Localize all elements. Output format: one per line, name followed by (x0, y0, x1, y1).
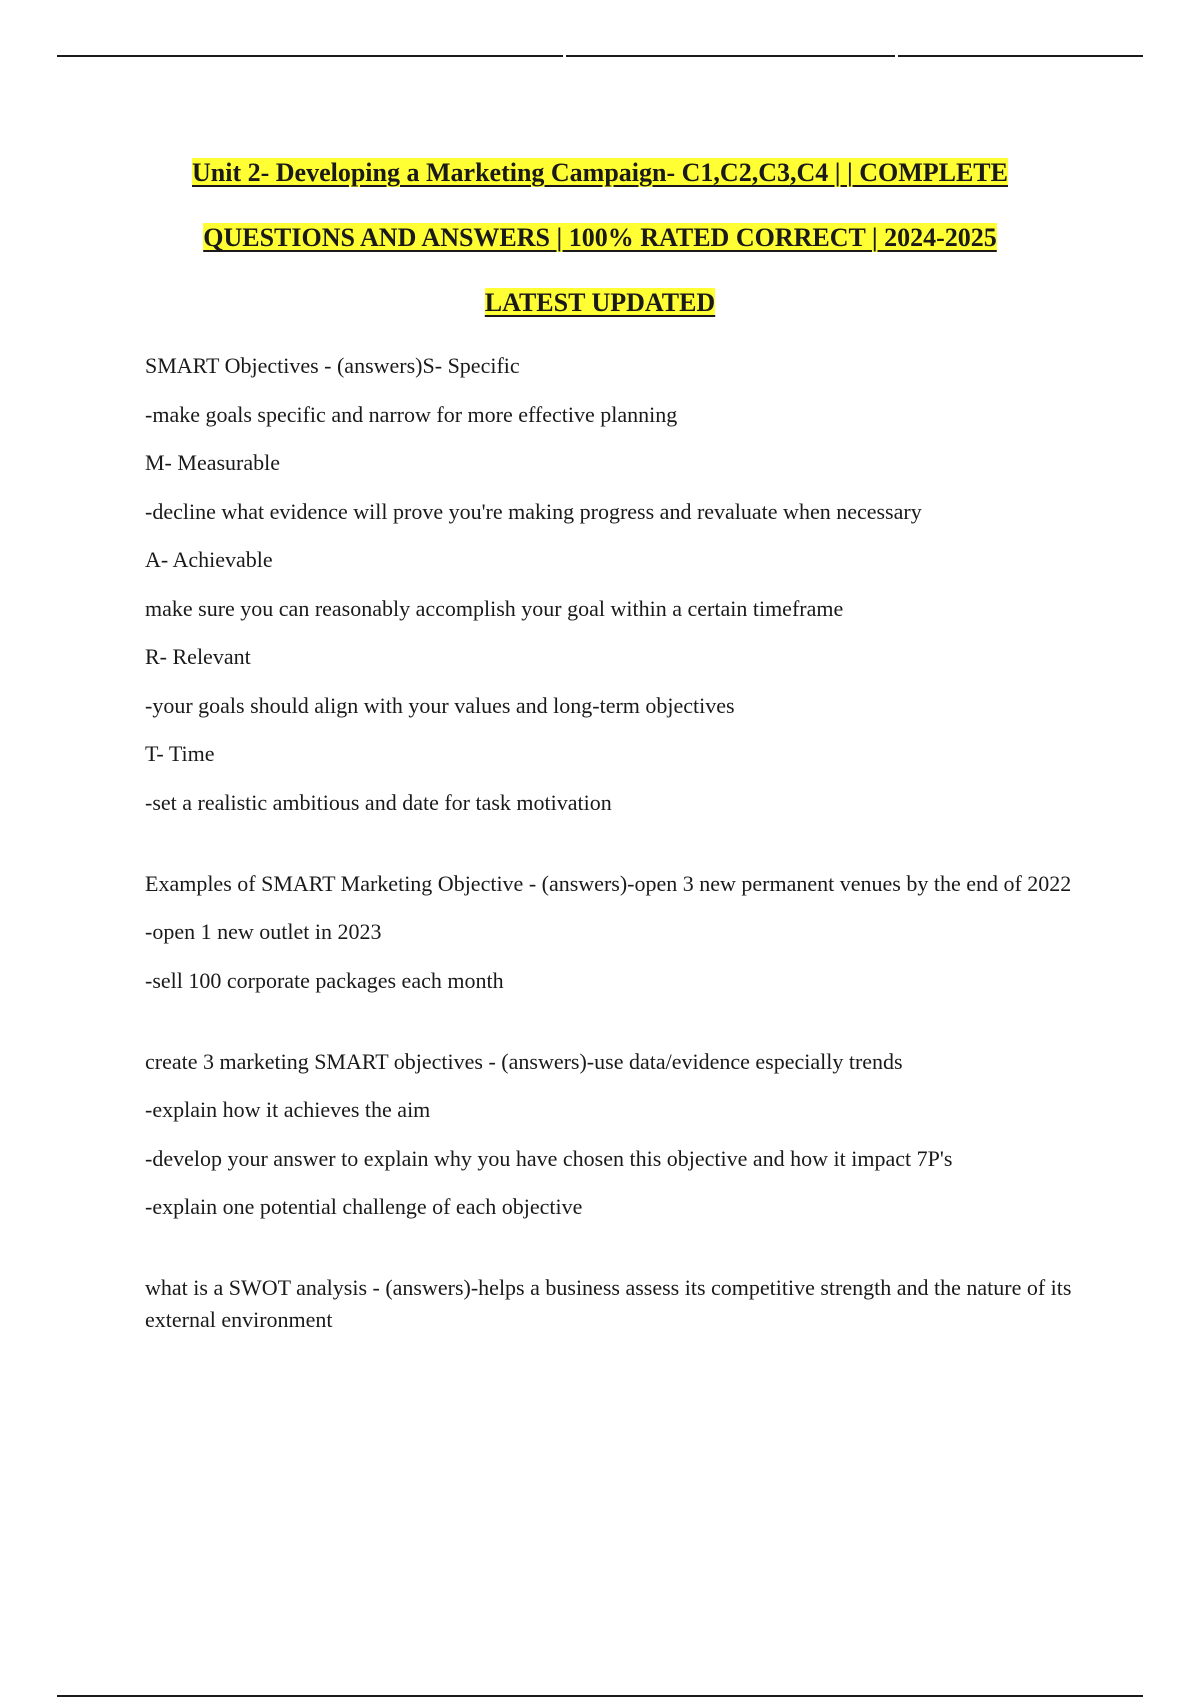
qa-line: A- Achievable (145, 547, 273, 572)
qa-line: -develop your answer to explain why you have chosen this objective and how it impact 7P's (145, 1145, 953, 1171)
title-line-text: QUESTIONS AND ANSWERS | 100% RATED CORRECT | 2024-2025 (203, 223, 997, 252)
qa-line: -make goals specific and narrow for more effective planning (145, 401, 678, 427)
qa-line: R- Relevant (145, 644, 251, 669)
qa-line: -set a realistic ambitious and date for task motivation (145, 789, 612, 815)
title-line (100, 205, 1100, 270)
title-line (100, 140, 1100, 205)
qa-line: M- Measurable (145, 450, 281, 475)
qa-block-smart-examples (145, 868, 1095, 997)
rule-gap (563, 55, 566, 57)
rule-gap (895, 55, 898, 57)
title-line (100, 270, 1100, 335)
qa-line: what is a SWOT analysis - (answers)-helps a business assess its competitive strength and the nature of its external environment (145, 1275, 1072, 1332)
qa-block-create-objectives (145, 1046, 1095, 1224)
top-rule (57, 55, 1143, 57)
bottom-rule (57, 1695, 1143, 1697)
document-title (100, 140, 1100, 335)
qa-line: -open 1 new outlet in 2023 (145, 919, 382, 944)
qa-line: T- Time (145, 741, 215, 766)
title-line-text: Unit 2- Developing a Marketing Campaign- C1,C2,C3,C4 | | COMPLETE (191, 158, 1008, 187)
qa-line: SMART Objectives - (answers)S- Specific (145, 353, 520, 378)
qa-line: -explain how it achieves the aim (145, 1097, 431, 1122)
qa-block-smart-objectives (145, 350, 1095, 819)
qa-line: make sure you can reasonably accomplish your goal within a certain timeframe (145, 595, 844, 621)
qa-line: -sell 100 corporate packages each month (145, 967, 504, 993)
document-body (145, 350, 1095, 1353)
title-line-text: LATEST UPDATED (484, 288, 716, 317)
qa-line: Examples of SMART Marketing Objective - (answers)-open 3 new permanent venues by the end of 2022 (145, 870, 1072, 896)
qa-line: -your goals should align with your values and long-term objectives (145, 692, 735, 718)
qa-line: -explain one potential challenge of each objective (145, 1194, 583, 1219)
qa-line: create 3 marketing SMART objectives - (answers)-use data/evidence especially trends (145, 1048, 903, 1074)
qa-line: -decline what evidence will prove you're making progress and revaluate when necessary (145, 498, 922, 524)
qa-block-swot (145, 1272, 1095, 1336)
